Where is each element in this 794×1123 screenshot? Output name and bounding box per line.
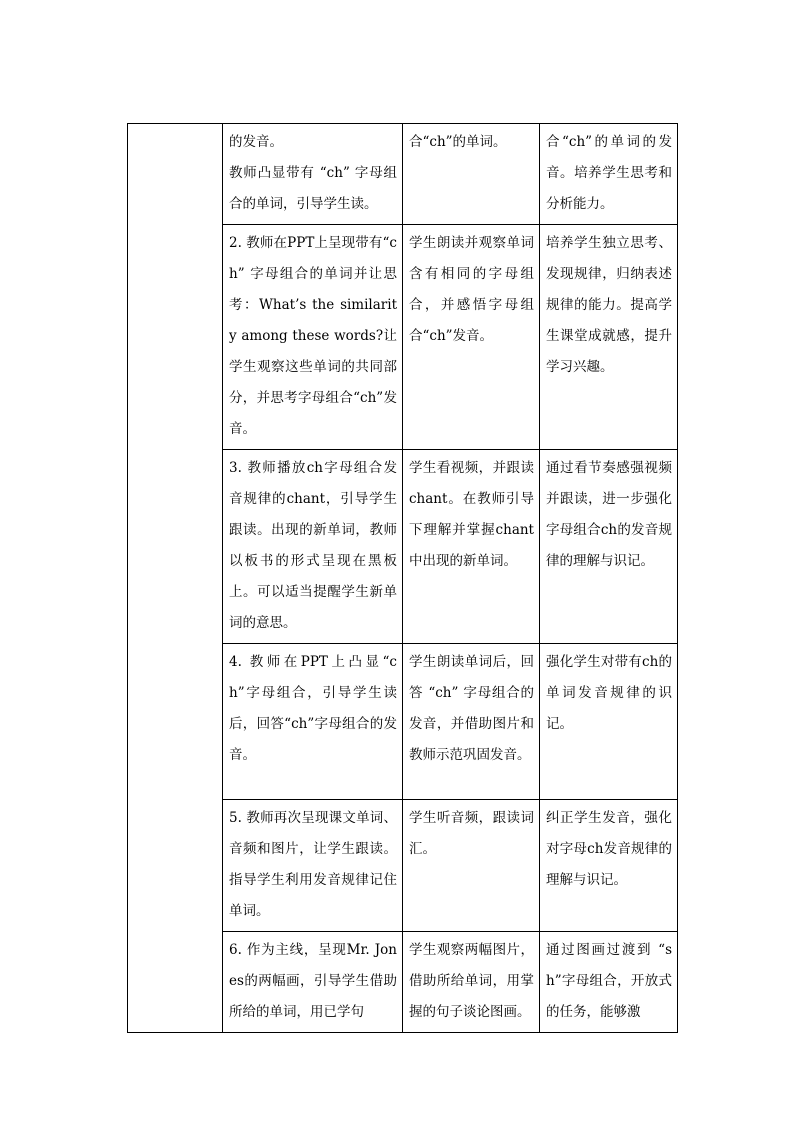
design-purpose-cell: 通过看节奏感强视频并跟读，进一步强化字母组合ch的发音规律的理解与识记。 xyxy=(540,450,678,644)
student-activity-cell: 学生观察两幅图片，借助所给单词，用掌握的句子谈论图画。 xyxy=(403,932,540,1033)
stage-cell xyxy=(128,124,223,1033)
design-purpose-cell: 通过图画过渡到 “sh”字母组合，开放式的任务，能够激 xyxy=(540,932,678,1033)
design-purpose-cell: 纠正学生发音，强化对字母ch发音规律的理解与识记。 xyxy=(540,800,678,932)
teacher-activity-cell: 5. 教师再次呈现课文单词、音频和图片，让学生跟读。指导学生利用发音规律记住单词。 xyxy=(223,800,403,932)
lesson-plan-table xyxy=(127,123,678,1033)
student-activity-cell: 学生看视频，并跟读chant。在教师引导下理解并掌握chant中出现的新单词。 xyxy=(403,450,540,644)
design-purpose-cell: 合“ch”的单词的发音。培养学生思考和分析能力。 xyxy=(540,124,678,225)
student-activity-cell: 学生听音频，跟读词汇。 xyxy=(403,800,540,932)
student-activity-cell: 合“ch”的单词。 xyxy=(403,124,540,225)
teacher-activity-cell: 2. 教师在PPT上呈现带有“ch” 字母组合的单词并让思考：What’s the similarity among these words?让学生观察这些单词的共同部分，并思考字母组合“ch”发音。 xyxy=(223,225,403,450)
teacher-activity-cell: 6. 作为主线，呈现Mr. Jones的两幅画，引导学生借助所给的单词，用已学句 xyxy=(223,932,403,1033)
student-activity-cell: 学生朗读并观察单词含有相同的字母组合，并感悟字母组合“ch”发音。 xyxy=(403,225,540,450)
design-purpose-cell: 强化学生对带有ch的单词发音规律的识记。 xyxy=(540,644,678,800)
teacher-activity-cell: 4. 教师在PPT上凸显“ch”字母组合，引导学生读后，回答“ch”字母组合的发音。 xyxy=(223,644,403,800)
teacher-activity-cell: 的发音。 教师凸显带有 “ch” 字母组合的单词，引导学生读。 xyxy=(223,124,403,225)
teacher-activity-cell: 3. 教师播放ch字母组合发音规律的chant，引导学生跟读。出现的新单词，教师以板书的形式呈现在黑板上。可以适当提醒学生新单词的意思。 xyxy=(223,450,403,644)
student-activity-cell: 学生朗读单词后，回答 “ch” 字母组合的发音，并借助图片和教师示范巩固发音。 xyxy=(403,644,540,800)
design-purpose-cell: 培养学生独立思考、发现规律，归纳表述规律的能力。提高学生课堂成就感，提升学习兴趣。 xyxy=(540,225,678,450)
table-row xyxy=(128,124,678,225)
